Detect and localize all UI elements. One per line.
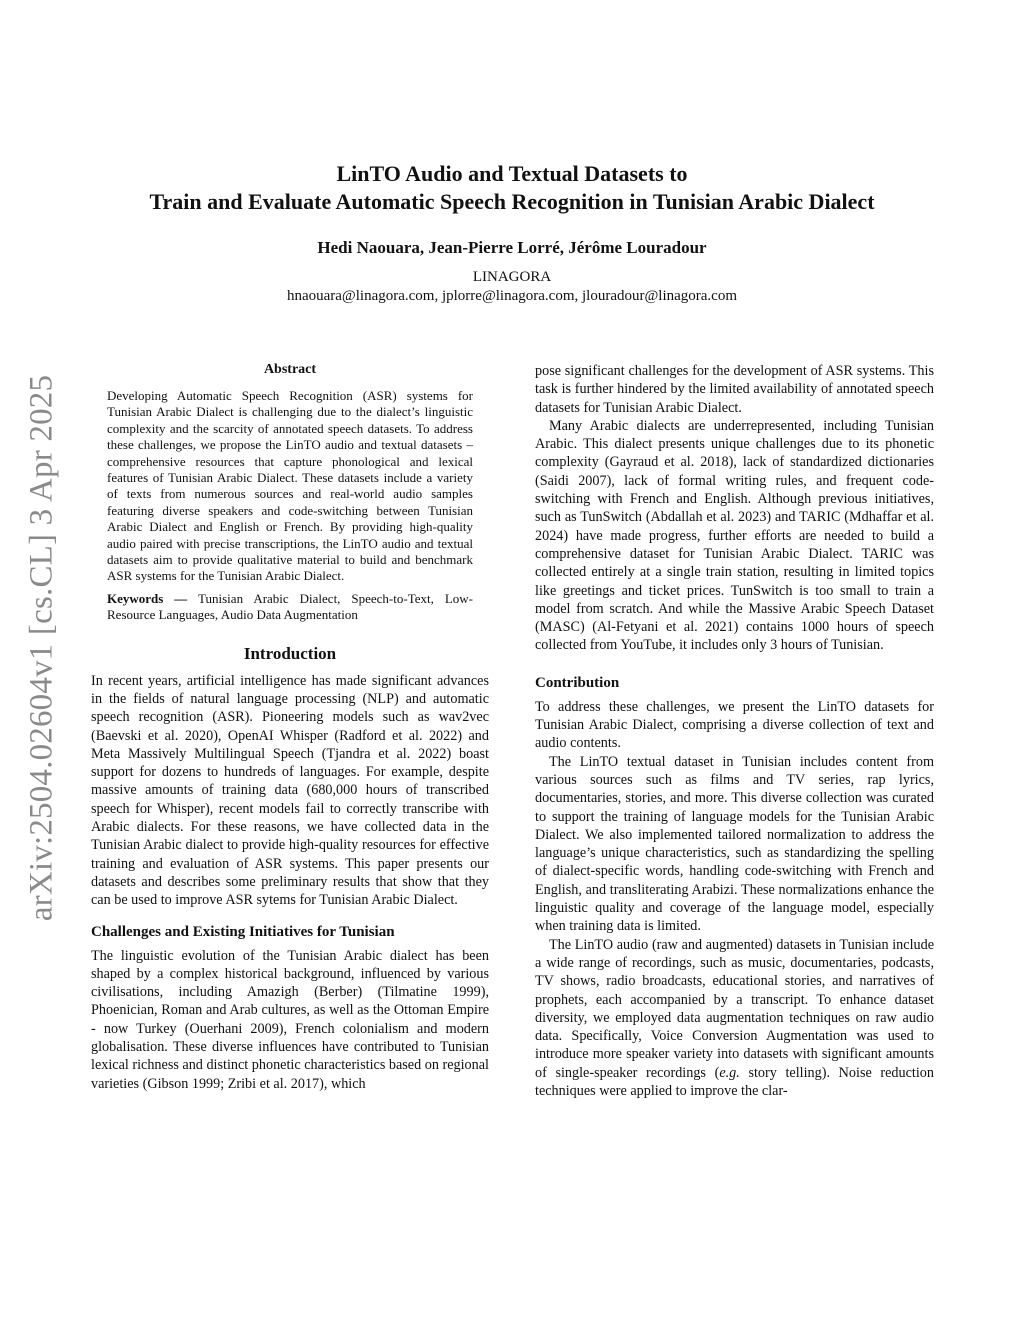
author-emails: hnaouara@linagora.com, jplorre@linagora.com, jlouradour@linagora.com — [286, 288, 738, 304]
right-column — [535, 362, 934, 1100]
contribution-paragraph-2: The LinTO textual dataset in Tunisian includes content from various sources such as films and TV series, rap lyrics, documentaries, stories, and more. This diverse collection was curated to support the training of language models for the Tunisian Arabic Dialect. We also implemented tailored normalization to address the language’s unique characteristics, such as standardizing the spelling of dialect-specific words, handling code-switching with French and English, and transliterating Arabizi. These normalizations enhance the linguistic quality and coverage of the language model, especially when training data is limited. — [535, 753, 934, 935]
title-line-1: LinTO Audio and Textual Datasets to — [336, 161, 688, 186]
introduction-paragraph: In recent years, artificial intelligence has made significant advances in the fields of natural language processing (NLP) and automatic speech recognition (ASR). Pioneering models such as wav2vec (Baevski et al. 2020), OpenAI Whisper (Radford et al. 2022) and Meta Massively Multilingual Speech (Tjandra et al. 2022) boast support for dozens to hundreds of languages. For example, despite massive amounts of training data (680,000 hours of transcribed speech for Whisper), recent models fail to correctly transcribe with Arabic dialects. For these reasons, we have collected data in the Tunisian Arabic dialect to provide high-quality resources for effective training and evaluation of ASR systems. This paper presents our datasets and describes some preliminary results that show that they can be used to improve ASR sytems for Tunisian Arabic Dialect. — [91, 672, 489, 909]
keywords-text: Tunisian Arabic Dialect, Speech-to-Text, Low-Resource Languages, Audio Data Augmentation — [107, 590, 473, 623]
abstract-text: Developing Automatic Speech Recognition (ASR) systems for Tunisian Arabic Dialect is challenging due to the dialect’s linguistic complexity and the scarcity of annotated speech datasets. To address these challenges, we propose the LinTO audio and textual datasets – comprehensive resources that capture phonological and lexical features of Tunisian Arabic Dialect. These datasets include a variety of texts from numerous sources and real-world audio samples featuring diverse speakers and code-switching between Tunisian Arabic Dialect and English or French. By providing high-quality audio paired with precise transcriptions, the LinTO audio and textual datasets aim to provide qualitative material to build and benchmark ASR systems for the Tunisian Arabic Dialect. — [107, 388, 473, 584]
challenges-heading: Challenges and Existing Initiatives for Tunisian — [91, 923, 395, 940]
introduction-heading: Introduction — [243, 643, 337, 663]
left-column — [91, 362, 489, 1093]
affiliation: LINAGORA — [472, 269, 552, 285]
challenges-paragraph-1: The linguistic evolution of the Tunisian Arabic dialect has been shaped by a complex historical background, influenced by various civilisations, including Amazigh (Berber) (Tilmatine 1999), Phoenician, Roman and Arab cultures, as well as the Ottoman Empire - now Turkey (Ouerhani 2009), French colonialism and modern globalisation. These diverse influences have contributed to Tunisian lexical richness and distinct phonetic characteristics based on regional varieties (Gibson 1999; Zribi et al. 2017), which — [91, 947, 489, 1092]
abstract-heading: Abstract — [263, 362, 317, 377]
authors: Hedi Naouara, Jean-Pierre Lorré, Jérôme Louradour — [317, 238, 707, 257]
contribution-paragraph-3 — [535, 936, 934, 1101]
affiliation-block — [0, 268, 1024, 306]
contribution-p3-text-end: story telling). Noise reduction techniques were applied to improve the clar- — [535, 1064, 934, 1099]
challenges-paragraph-1-continued: pose significant challenges for the development of ASR systems. This task is further hindered by the limited availability of annotated speech datasets for Tunisian Arabic Dialect. — [535, 363, 934, 416]
title-line-2: Train and Evaluate Automatic Speech Recognition in Tunisian Arabic Dialect — [149, 189, 875, 214]
keywords-label: Keywords — — [107, 590, 188, 606]
contribution-heading: Contribution — [535, 674, 620, 691]
contribution-p3-text: The LinTO audio (raw and augmented) datasets in Tunisian include a wide range of recordings, such as music, documentaries, podcasts, TV shows, radio broadcasts, educational stories, and narratives of prophets, each accompanied by a transcript. To enhance dataset diversity, we employed data augmentation techniques on raw audio data. Specifically, Voice Conversion Augmentation was used to introduce more speaker variety into datasets with significant amounts of single-speaker recordings ( — [535, 936, 934, 1081]
challenges-paragraph-2: Many Arabic dialects are underrepresented, including Tunisian Arabic. This dialect presents unique challenges due to its phonetic complexity (Gayraud et al. 2018), lack of standardized dictionaries (Saidi 2007), lack of formal writing rules, and frequent code-switching with French and English. Although previous initiatives, such as TunSwitch (Abdallah et al. 2023) and TARIC (Mdhaffar et al. 2024) have made progress, further efforts are needed to build a comprehensive dataset for Tunisian Arabic Dialect. TARIC was collected entirely at a single train station, resulting in limited topics like greetings and ticket prices. TunSwitch is too small to train a model from scratch. And while the Massive Arabic Speech Dataset (MASC) (Al-Fetyani et al. 2021) contains 1000 hours of speech collected from YouTube, it includes only 3 hours of Tunisian. — [535, 417, 934, 654]
arxiv-sidebar-identifier: arXiv:2504.02604v1 [cs.CL] 3 Apr 2025 — [23, 374, 60, 922]
keywords — [107, 591, 473, 624]
paper-title — [0, 160, 1024, 216]
contribution-paragraph-1: To address these challenges, we present the LinTO datasets for Tunisian Arabic Dialect, comprising a diverse collection of text and audio contents. — [535, 698, 934, 752]
contribution-p3-eg: e.g. — [719, 1064, 740, 1081]
